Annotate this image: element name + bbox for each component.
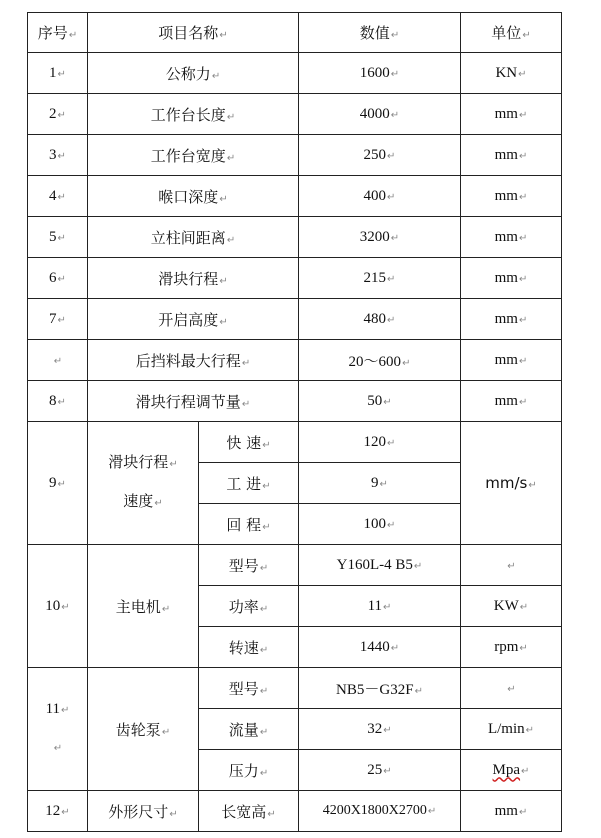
- row-unit: mm↵: [461, 135, 562, 176]
- header-unit: 单位↵: [461, 13, 562, 53]
- row-unit: mm↵: [461, 340, 562, 381]
- group-10-row: [28, 545, 562, 586]
- table-row: [28, 299, 562, 340]
- row-unit: mm↵: [461, 381, 562, 422]
- sub-unit: rpm↵: [461, 627, 562, 668]
- row-unit: mm↵: [461, 176, 562, 217]
- group-10-seq: 10↵: [28, 545, 88, 668]
- row-value: 50↵: [299, 381, 461, 422]
- row-12-unit: mm↵: [461, 791, 562, 832]
- sub-label: 工 进↵: [199, 463, 299, 504]
- sub-value: 1440↵: [299, 627, 461, 668]
- row-12-value: 4200X1800X2700↵: [299, 791, 461, 832]
- table-row: [28, 217, 562, 258]
- group-10-name: 主电机↵: [88, 545, 199, 668]
- row-item: 工作台长度↵: [88, 94, 299, 135]
- row-value: 250↵: [299, 135, 461, 176]
- row-value: 3200↵: [299, 217, 461, 258]
- row-seq: 6↵: [28, 258, 88, 299]
- spec-table: [27, 12, 562, 832]
- sub-unit: L/min↵: [461, 709, 562, 750]
- table-row: [28, 258, 562, 299]
- sub-label: 压力↵: [199, 750, 299, 791]
- group-9-unit: mm/s↵: [461, 422, 562, 545]
- row-seq: 4↵: [28, 176, 88, 217]
- row-value: 1600↵: [299, 53, 461, 94]
- sub-label: 回 程↵: [199, 504, 299, 545]
- row-seq: 1↵: [28, 53, 88, 94]
- sub-unit: KW↵: [461, 586, 562, 627]
- sub-value: 32↵: [299, 709, 461, 750]
- row-value: 400↵: [299, 176, 461, 217]
- sub-unit: Mpa↵: [461, 750, 562, 791]
- sub-label: 型号↵: [199, 668, 299, 709]
- sub-value: 100↵: [299, 504, 461, 545]
- header-seq: 序号↵: [28, 13, 88, 53]
- row-value: 215↵: [299, 258, 461, 299]
- row-value: 4000↵: [299, 94, 461, 135]
- row-item: 滑块行程↵: [88, 258, 299, 299]
- row-item: 开启高度↵: [88, 299, 299, 340]
- sub-unit: ↵: [461, 668, 562, 709]
- row-seq: ↵: [28, 340, 88, 381]
- header-row: [28, 13, 562, 53]
- group-11-seq: 11↵ ↵: [28, 668, 88, 791]
- sub-label: 流量↵: [199, 709, 299, 750]
- table-row: [28, 340, 562, 381]
- group-11-row: [28, 668, 562, 709]
- group-9-row: [28, 422, 562, 463]
- row-value: 480↵: [299, 299, 461, 340]
- sub-unit: ↵: [461, 545, 562, 586]
- table-row: [28, 135, 562, 176]
- row-unit: KN↵: [461, 53, 562, 94]
- row-item: 后挡料最大行程↵: [88, 340, 299, 381]
- table-row: [28, 53, 562, 94]
- table-row: [28, 176, 562, 217]
- row-seq: 2↵: [28, 94, 88, 135]
- header-value: 数值↵: [299, 13, 461, 53]
- sub-value: 120↵: [299, 422, 461, 463]
- row-item: 喉口深度↵: [88, 176, 299, 217]
- row-unit: mm↵: [461, 217, 562, 258]
- sub-value: NB5－G32F↵: [299, 668, 461, 709]
- group-9-seq: 9↵: [28, 422, 88, 545]
- row-unit: mm↵: [461, 258, 562, 299]
- header-item: 项目名称↵: [88, 13, 299, 53]
- group-9-name: 滑块行程↵ 速度↵: [88, 422, 199, 545]
- row-item: 立柱间距离↵: [88, 217, 299, 258]
- sub-value: Y160L-4 B5↵: [299, 545, 461, 586]
- row-12: [28, 791, 562, 832]
- row-seq: 5↵: [28, 217, 88, 258]
- row-seq: 7↵: [28, 299, 88, 340]
- row-unit: mm↵: [461, 94, 562, 135]
- sub-value: 11↵: [299, 586, 461, 627]
- sub-label: 转速↵: [199, 627, 299, 668]
- sub-label: 功率↵: [199, 586, 299, 627]
- row-12-label: 长宽高↵: [199, 791, 299, 832]
- row-12-name: 外形尺寸↵: [88, 791, 199, 832]
- row-item: 公称力↵: [88, 53, 299, 94]
- table-row: [28, 94, 562, 135]
- row-item: 滑块行程调节量↵: [88, 381, 299, 422]
- row-12-seq: 12↵: [28, 791, 88, 832]
- row-seq: 3↵: [28, 135, 88, 176]
- group-11-name: 齿轮泵↵: [88, 668, 199, 791]
- sub-label: 型号↵: [199, 545, 299, 586]
- sub-value: 25↵: [299, 750, 461, 791]
- row-seq: 8↵: [28, 381, 88, 422]
- sub-value: 9↵: [299, 463, 461, 504]
- row-item: 工作台宽度↵: [88, 135, 299, 176]
- table-row: [28, 381, 562, 422]
- sub-label: 快 速↵: [199, 422, 299, 463]
- row-unit: mm↵: [461, 299, 562, 340]
- row-value: 20～600↵: [299, 340, 461, 381]
